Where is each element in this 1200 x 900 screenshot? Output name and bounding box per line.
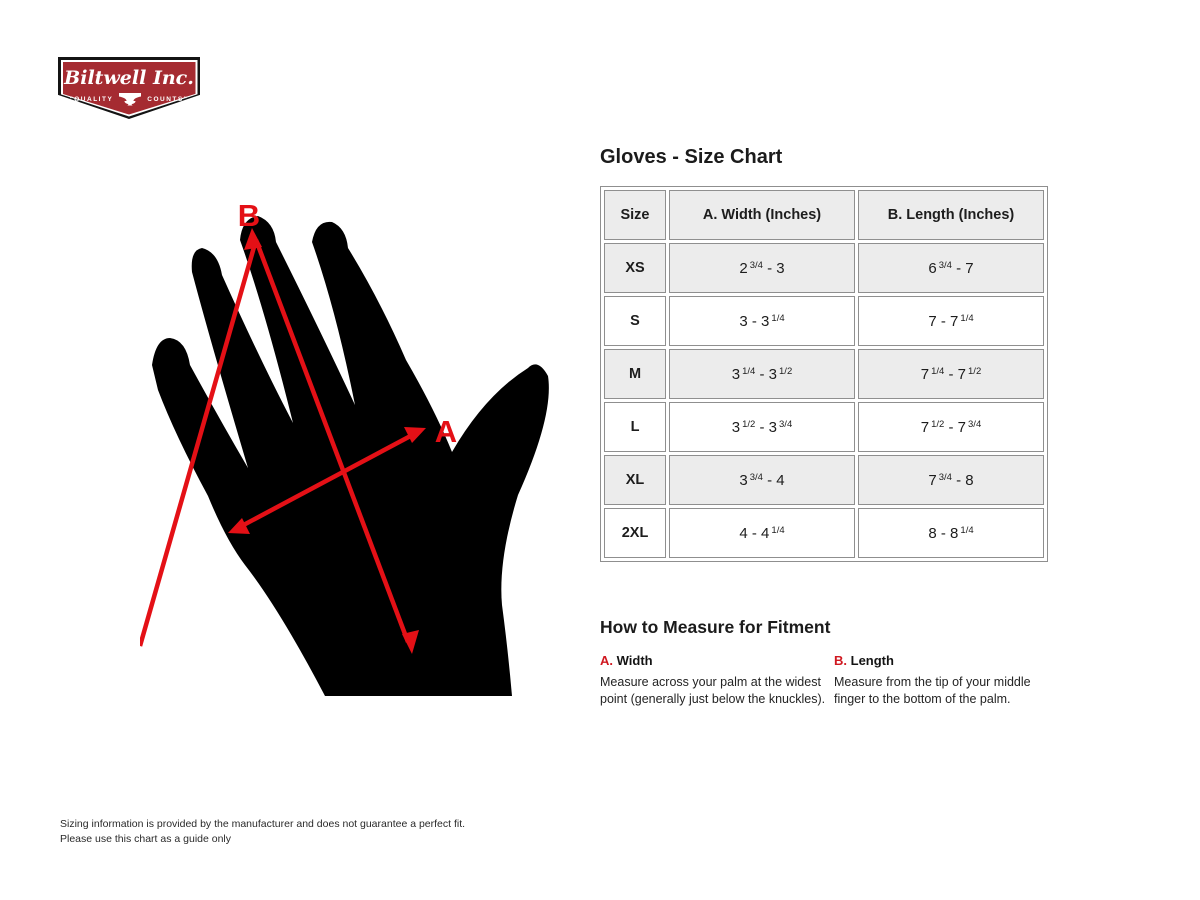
- table-row: [604, 402, 1044, 452]
- anvil-icon: [118, 92, 142, 107]
- size-cell: XL: [604, 455, 666, 505]
- length-cell: 6 $^{3/4}$ - 7: [858, 243, 1044, 293]
- table-row: [604, 508, 1044, 558]
- length-cell: 7 $^{1/2}$ - 7 $^{3/4}$: [858, 402, 1044, 452]
- size-cell: XS: [604, 243, 666, 293]
- disclaimer: [60, 817, 465, 846]
- disclaimer-line-2: Please use this chart as a guide only: [60, 832, 232, 845]
- width-cell: 3 $^{1/4}$ - 3 $^{1/2}$: [669, 349, 855, 399]
- hand-diagram: [140, 180, 580, 710]
- tagline-counts: COUNTS": [147, 95, 189, 103]
- length-cell: 7 $^{1/4}$ - 7 $^{1/2}$: [858, 349, 1044, 399]
- size-table-head: [604, 190, 1044, 240]
- size-table-body: [604, 243, 1044, 558]
- size-cell: L: [604, 402, 666, 452]
- hand-silhouette: [152, 216, 549, 696]
- measure-length-name: Length: [850, 653, 894, 668]
- measure-arrow-b: [140, 240, 256, 646]
- biltwell-logo: [58, 57, 200, 119]
- measure-width-heading: [600, 652, 834, 669]
- column-header-length: B. Length (Inches): [858, 190, 1044, 240]
- length-cell: 8 - 8 $^{1/4}$: [858, 508, 1044, 558]
- size-cell: M: [604, 349, 666, 399]
- table-row: [604, 296, 1044, 346]
- tagline-quality: "QUALITY: [69, 95, 114, 103]
- logo-content: [63, 62, 196, 115]
- arrow-label-a: A: [434, 414, 458, 449]
- size-table-header-row: [604, 190, 1044, 240]
- length-cell: 7 $^{3/4}$ - 8: [858, 455, 1044, 505]
- width-cell: 3 $^{1/2}$ - 3 $^{3/4}$: [669, 402, 855, 452]
- column-header-size: Size: [604, 190, 666, 240]
- size-chart-table: [600, 186, 1048, 562]
- table-row: [604, 243, 1044, 293]
- measure-length-letter: B.: [834, 653, 847, 668]
- width-cell: 4 - 4 $^{1/4}$: [669, 508, 855, 558]
- measure-width-block: [600, 652, 834, 708]
- howto-title: How to Measure for Fitment: [600, 617, 831, 637]
- logo-tagline: [70, 92, 189, 107]
- measure-width-text: Measure across your palm at the widest point (generally just below the knuckles).: [600, 675, 826, 706]
- measure-length-block: [834, 652, 1062, 708]
- measure-length-text: Measure from the tip of your middle finger to the bottom of the palm.: [834, 675, 1031, 706]
- length-cell: 7 - 7 $^{1/4}$: [858, 296, 1044, 346]
- size-chart-title: Gloves - Size Chart: [600, 146, 783, 168]
- measure-width-name: Width: [616, 653, 653, 668]
- brand-name: Biltwell Inc.: [64, 66, 194, 89]
- arrow-label-b: B: [237, 198, 261, 233]
- table-row: [604, 455, 1044, 505]
- column-header-width: A. Width (Inches): [669, 190, 855, 240]
- width-cell: 3 $^{3/4}$ - 4: [669, 455, 855, 505]
- width-cell: 2 $^{3/4}$ - 3: [669, 243, 855, 293]
- measure-length-heading: [834, 652, 1062, 669]
- size-cell: 2XL: [604, 508, 666, 558]
- table-row: [604, 349, 1044, 399]
- measure-width-letter: A.: [600, 653, 613, 668]
- disclaimer-line-1: Sizing information is provided by the manufacturer and does not guarantee a perfect fit.: [60, 818, 466, 830]
- width-cell: 3 - 3 $^{1/4}$: [669, 296, 855, 346]
- measure-instructions: [600, 652, 1062, 708]
- size-cell: S: [604, 296, 666, 346]
